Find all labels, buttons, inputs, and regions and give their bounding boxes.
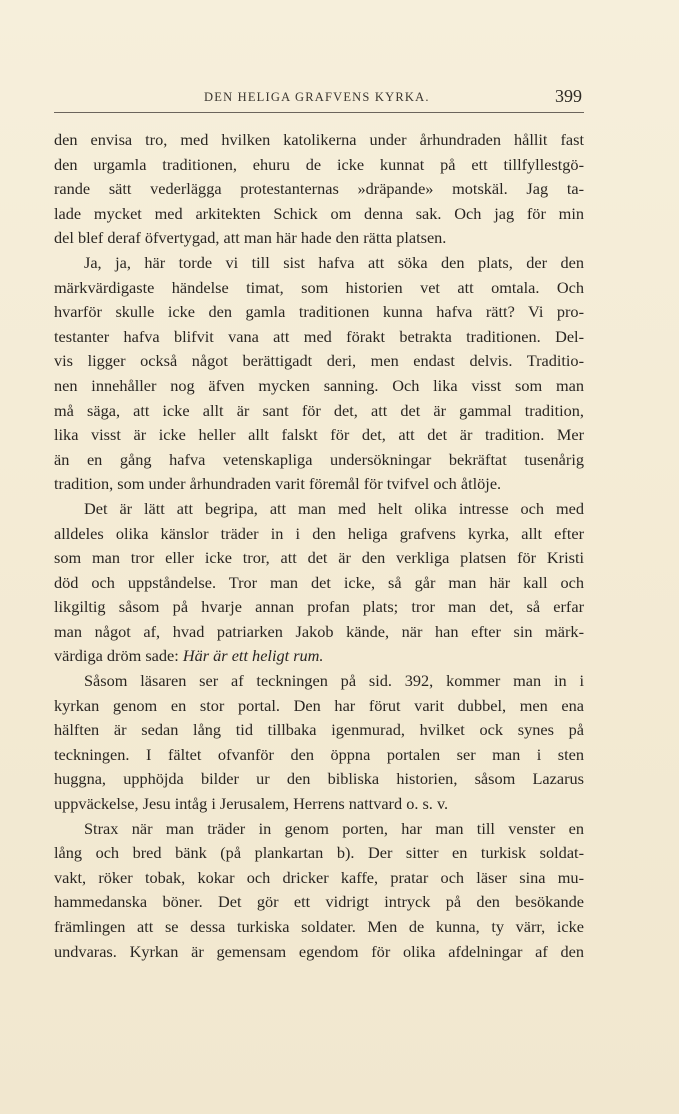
text-line: undvaras. Kyrkan är gemensam egendom för olika afdelningar af den <box>54 941 584 961</box>
text-line: märkvärdigaste händelse timat, som historien vet att omtala. Och <box>54 277 584 297</box>
text-line: vis ligger också något berättigadt deri, men endast delvis. Traditio- <box>54 351 584 371</box>
text-line: främlingen att se dessa turkiska soldater. Men de kunna, ty värr, icke <box>54 917 584 936</box>
text-line: vakt, röker tobak, kokar och dricker kaffe, pratar och läser sina mu- <box>54 867 584 887</box>
text-line: död och uppståndelse. Tror man det icke, så går man här kall och <box>54 572 584 592</box>
text-line: lång och bred bänk (på plankartan b). Der sitter en turkisk soldat- <box>54 843 584 863</box>
text-line: den urgamla traditionen, ehuru de icke kunnat på ett tillfyllestgö- <box>54 154 584 174</box>
text-line: lika visst är icke heller allt falskt för det, att det är tradition. Mer <box>54 425 584 445</box>
text-line: tradition, som under århundraden varit föremål för tvifvel och åtlöje. <box>54 474 502 494</box>
text-line: hvarför skulle icke den gamla traditionen kunna hafva rätt? Vi pro- <box>54 302 584 322</box>
text-line: man något af, hvad patriarken Jakob kände, när han efter sin märk- <box>54 621 584 641</box>
text-line: hälften är sedan lång tid tillbaka igenmurad, hvilket ock synes på <box>54 720 584 740</box>
text-line: kyrkan genom en stor portal. Den har förut varit dubbel, men ena <box>54 695 584 715</box>
running-title: DEN HELIGA GRAFVENS KYRKA. <box>204 90 430 104</box>
text-line: den envisa tro, med hvilken katolikerna under århundraden hållit fast <box>54 130 584 149</box>
text-line: Ja, ja, här torde vi till sist hafva att söka den plats, der den <box>84 252 584 272</box>
text-line-start: värdiga dröm sade: <box>54 646 183 666</box>
text-line: som man tror eller icke tror, att det är den verkliga platsen för Kristi <box>54 548 584 568</box>
text-line: del blef deraf öfvertygad, att man här hade den rätta platsen. <box>54 228 447 248</box>
text-line: må säga, att icke allt är sant för det, att det är gammal tradition, <box>54 400 584 420</box>
text-line <box>54 644 584 669</box>
text-line: Strax när man träder in genom porten, har man till venster en <box>84 818 584 838</box>
page-number: 399 <box>555 86 582 106</box>
text-line: likgiltig såsom på hvarje annan profan plats; tror man det, så erfar <box>54 597 584 617</box>
body-text <box>54 128 584 964</box>
text-line: hammedanska böner. Det gör ett vidrigt intryck på den besökande <box>54 892 584 912</box>
text-line: teckningen. I fältet ofvanför den öppna portalen ser man i sten <box>54 744 584 764</box>
text-line: testanter hafva blifvit vana att med förakt betrakta traditionen. Del- <box>54 326 584 346</box>
text-line: Det är lätt att begripa, att man med helt olika intresse och med <box>84 498 584 518</box>
text-line: lade mycket med arkitekten Schick om denna sak. Och jag för min <box>54 203 584 223</box>
text-line: än en gång hafva vetenskapliga undersökningar bekräftat tusenårig <box>54 449 584 469</box>
page-header <box>54 86 584 113</box>
text-line: alldeles olika känslor träder in i den heliga grafvens kyrka, allt efter <box>54 523 584 543</box>
text-line: nen innehåller nog äfven mycken sanning. Och lika visst som man <box>54 375 584 395</box>
text-line: uppväckelse, Jesu intåg i Jerusalem, Herrens nattvard o. s. v. <box>54 794 449 814</box>
text-line: Såsom läsaren ser af teckningen på sid. 392, kommer man in i <box>84 671 584 691</box>
text-line: huggna, upphöjda bilder ur den bibliska historien, såsom Lazarus <box>54 769 584 789</box>
text-line: rande sätt vederlägga protestanternas »dräpande» motskäl. Jag ta- <box>54 179 584 199</box>
italic-quote: Här är ett heligt rum. <box>182 646 324 666</box>
